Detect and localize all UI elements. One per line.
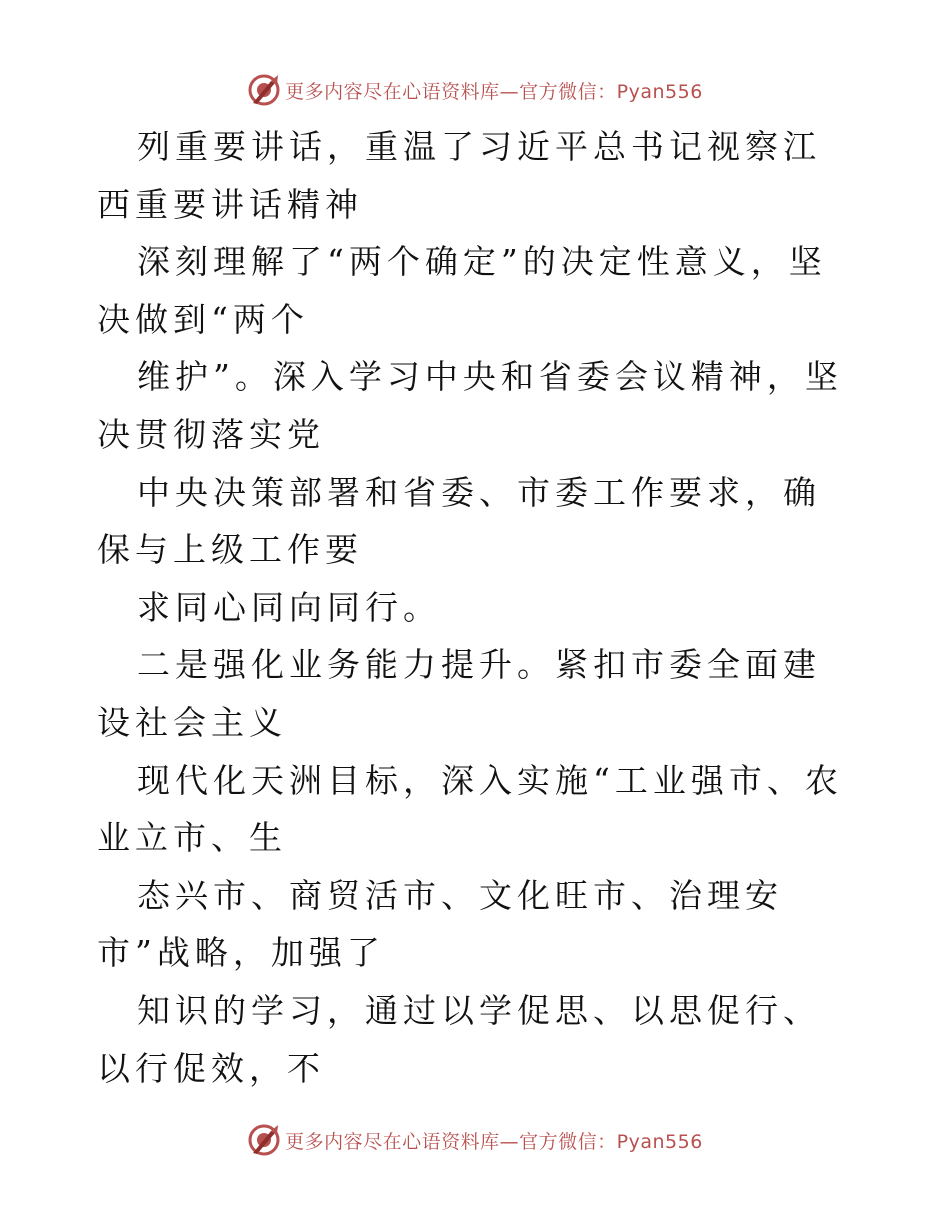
paragraph-2: 深刻理解了“两个确定”的决定性意义，坚决做到“两个 bbox=[97, 242, 827, 339]
header-banner-text: 更多内容尽在心语资料库—官方微信：Pyan556 bbox=[285, 80, 703, 103]
paragraph-7: 现代化天洲目标，深入实施“工业强市、农业立市、生 bbox=[97, 760, 843, 858]
paragraph-6: 二是强化业务能力提升。紧扣市委全面建设社会主义 bbox=[97, 645, 821, 742]
header-banner bbox=[0, 70, 950, 110]
quill-pen-logo-icon bbox=[247, 1123, 281, 1157]
paragraph-3: 维护”。深入学习中央和省委会议精神，坚决贯彻落实党 bbox=[97, 357, 843, 454]
document-body bbox=[97, 118, 857, 1097]
quill-pen-logo-icon bbox=[247, 73, 281, 107]
paragraph-4: 中央决策部署和省委、市委工作要求，确保与上级工作要 bbox=[97, 472, 821, 570]
paragraph-1: 列重要讲话，重温了习近平总书记视察江西重要讲话精神 bbox=[97, 127, 821, 224]
paragraph-8: 态兴市、商贸活市、文化旺市、治理安市”战略，加强了 bbox=[97, 875, 783, 973]
footer-banner-text: 更多内容尽在心语资料库—官方微信：Pyan556 bbox=[285, 1130, 703, 1153]
footer-banner bbox=[0, 1120, 950, 1160]
paragraph-5: 求同心同向同行。 bbox=[137, 587, 441, 627]
paragraph-9: 知识的学习，通过以学促思、以思促行、以行促效，不 bbox=[97, 990, 821, 1088]
